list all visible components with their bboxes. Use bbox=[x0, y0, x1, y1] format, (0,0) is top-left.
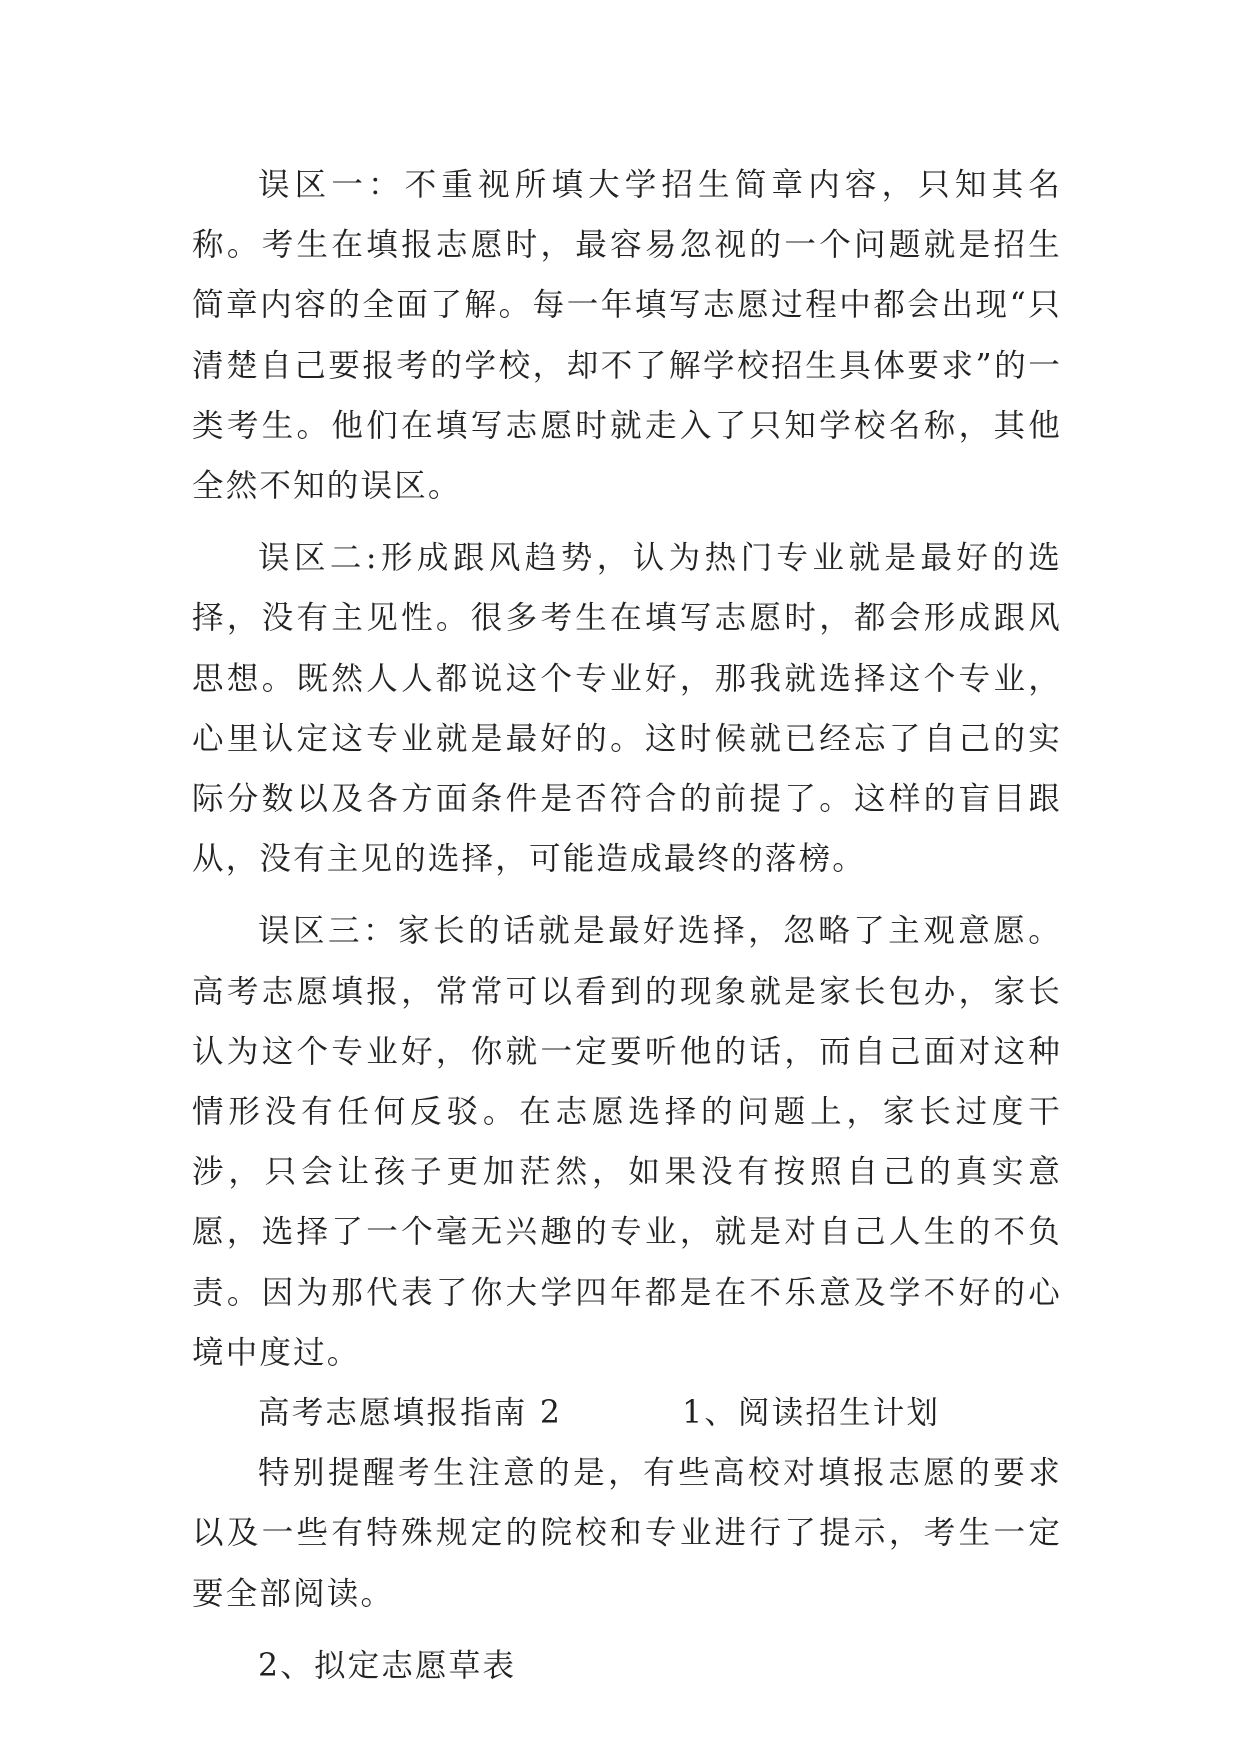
guide-step-2: 2、拟定志愿草表 bbox=[258, 1647, 517, 1684]
paragraph-misconception-3: 误区三：家长的话就是最好选择，忽略了主观意愿。高考志愿填报，常常可以看到的现象就是家长包办，家长认为这个专业好，你就一定要听他的话，而自己面对这种情形没有任何反驳。在志愿选择的问题上，家长过度干涉，只会让孩子更加茫然，如果没有按照自己的真实意愿，选择了一个毫无兴趣的专业，就是对自己人生的不负责。因为那代表了你大学四年都是在不乐意及学不好的心境中度过。 bbox=[192, 913, 1062, 1371]
paragraph-read-plan: 特别提醒考生注意的是，有些高校对填报志愿的要求以及一些有特殊规定的院校和专业进行了提示，考生一定要全部阅读。 bbox=[192, 1455, 1062, 1612]
guide-step-1: 1、阅读招生计划 bbox=[682, 1395, 941, 1432]
document-body bbox=[192, 155, 1062, 1696]
paragraph-misconception-1: 误区一：不重视所填大学招生简章内容，只知其名称。考生在填报志愿时，最容易忽视的一个问题就是招生简章内容的全面了解。每一年填写志愿过程中都会出现“只清楚自己要报考的学校，却不了解学校招生具体要求”的一类考生。他们在填写志愿时就走入了只知学校名称，其他全然不知的误区。 bbox=[192, 167, 1062, 505]
paragraph-misconception-2: 误区二:形成跟风趋势，认为热门专业就是最好的选择，没有主见性。很多考生在填写志愿时，都会形成跟风思想。既然人人都说这个专业好，那我就选择这个专业，心里认定这专业就是最好的。这时候就已经忘了自己的实际分数以及各方面条件是否符合的前提了。这样的盲目跟从，没有主见的选择，可能造成最终的落榜。 bbox=[192, 540, 1062, 878]
guide-heading bbox=[192, 1383, 1062, 1443]
guide-title: 高考志愿填报指南 2 bbox=[258, 1395, 563, 1432]
